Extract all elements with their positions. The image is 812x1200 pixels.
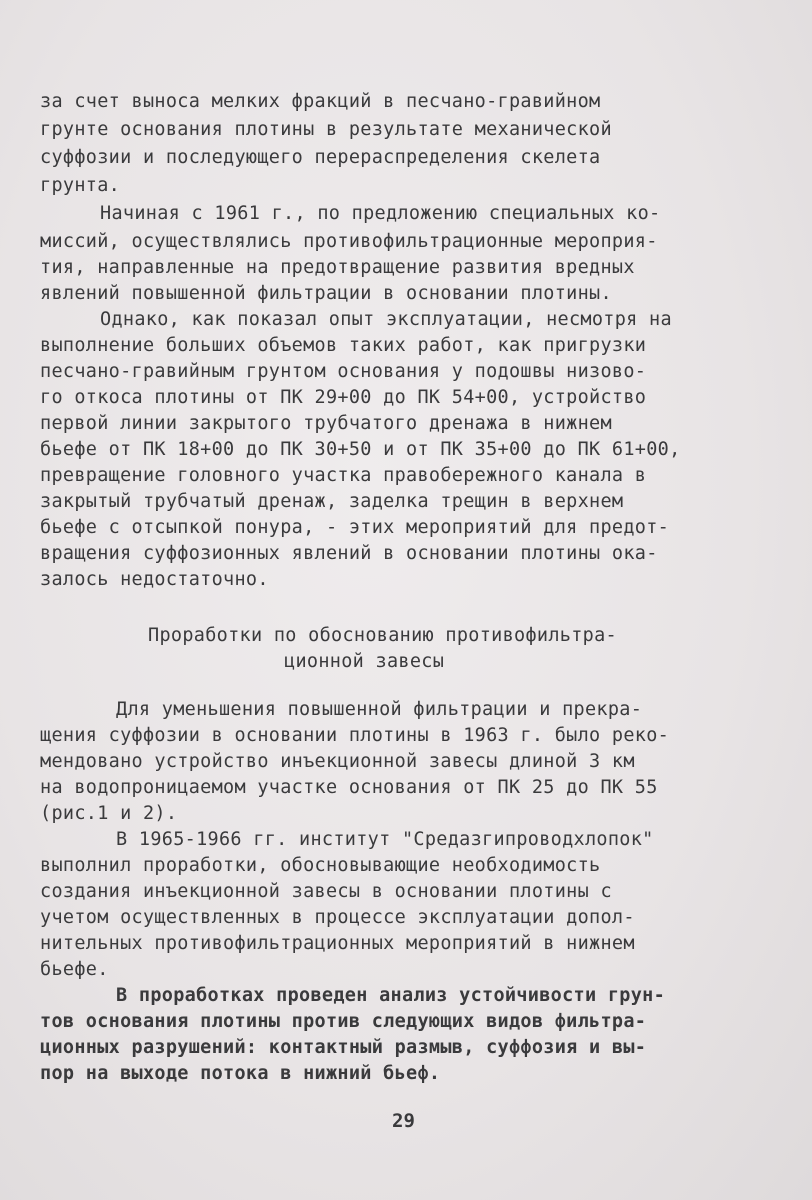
text-line: тия, направленные на предотвращение развития вредных — [40, 257, 635, 278]
page-number: 29 — [392, 1110, 415, 1132]
text-line: создания инъекционной завесы в основании плотины с — [40, 881, 612, 902]
text-line: бьефе от ПК 18+00 до ПК 30+50 и от ПК 35+00 до ПК 61+00, — [40, 439, 681, 460]
text-line: грунте основания плотины в результате механической — [40, 119, 612, 140]
text-line: первой линии закрытого трубчатого дренажа в нижнем — [40, 413, 612, 434]
text-line: (рис.1 и 2). — [40, 803, 178, 824]
text-line: грунта. — [40, 175, 121, 196]
section-heading: Проработки по обоснованию противофильтра- — [148, 625, 617, 646]
text-line: песчано-гравийным грунтом основания у подошвы низово- — [40, 361, 647, 382]
section-heading: ционной завесы — [284, 651, 445, 672]
text-line: суффозии и последующего перераспределения скелета — [40, 147, 601, 168]
text-line: Однако, как показал опыт эксплуатации, несмотря на — [100, 309, 672, 330]
text-line: на водопроницаемом участке основания от ПК 25 до ПК 55 — [40, 777, 658, 798]
text-line: залось недостаточно. — [40, 569, 269, 590]
text-line: вращения суффозионных явлений в основании плотины ока- — [40, 543, 658, 564]
text-line: Для уменьшения повышенной фильтрации и прекра- — [116, 699, 643, 720]
text-line: учетом осуществленных в процессе эксплуатации допол- — [40, 907, 635, 928]
text-line: ционных разрушений: контактный размыв, суффозия и вы- — [40, 1037, 647, 1058]
text-line: явлений повышенной фильтрации в основании плотины. — [40, 283, 612, 304]
text-line: щения суффозии в основании плотины в 1963 г. было реко- — [40, 725, 670, 746]
text-line: мендовано устройство инъекционной завесы длиной 3 км — [40, 751, 635, 772]
text-line: превращение головного участка правобережного канала в — [40, 465, 647, 486]
text-line: бьефе. — [40, 959, 109, 980]
text-line: за счет выноса мелких фракций в песчано-гравийном — [40, 91, 601, 112]
text-line: миссий, осуществлялись противофильтрационные мероприя- — [40, 231, 658, 252]
text-line: тов основания плотины против следующих видов фильтра- — [40, 1011, 647, 1032]
text-line: В проработках проведен анализ устойчивости грун- — [116, 985, 666, 1006]
text-line: бьефе с отсыпкой понура, - этих мероприятий для предот- — [40, 517, 670, 538]
text-line: го откоса плотины от ПК 29+00 до ПК 54+00, устройство — [40, 387, 647, 408]
text-line: выполнил проработки, обосновывающие необходимость — [40, 855, 601, 876]
text-line: выполнение больших объемов таких работ, как пригрузки — [40, 335, 647, 356]
text-line: пор на выходе потока в нижний бьеф. — [40, 1063, 441, 1084]
text-line: нительных противофильтрационных мероприятий в нижнем — [40, 933, 635, 954]
text-line: В 1965-1966 гг. институт "Средазгипроводхлопок" — [116, 829, 654, 850]
text-line: закрытый трубчатый дренаж, заделка трещин в верхнем — [40, 491, 624, 512]
text-line: Начиная с 1961 г., по предложению специальных ко- — [100, 203, 661, 224]
